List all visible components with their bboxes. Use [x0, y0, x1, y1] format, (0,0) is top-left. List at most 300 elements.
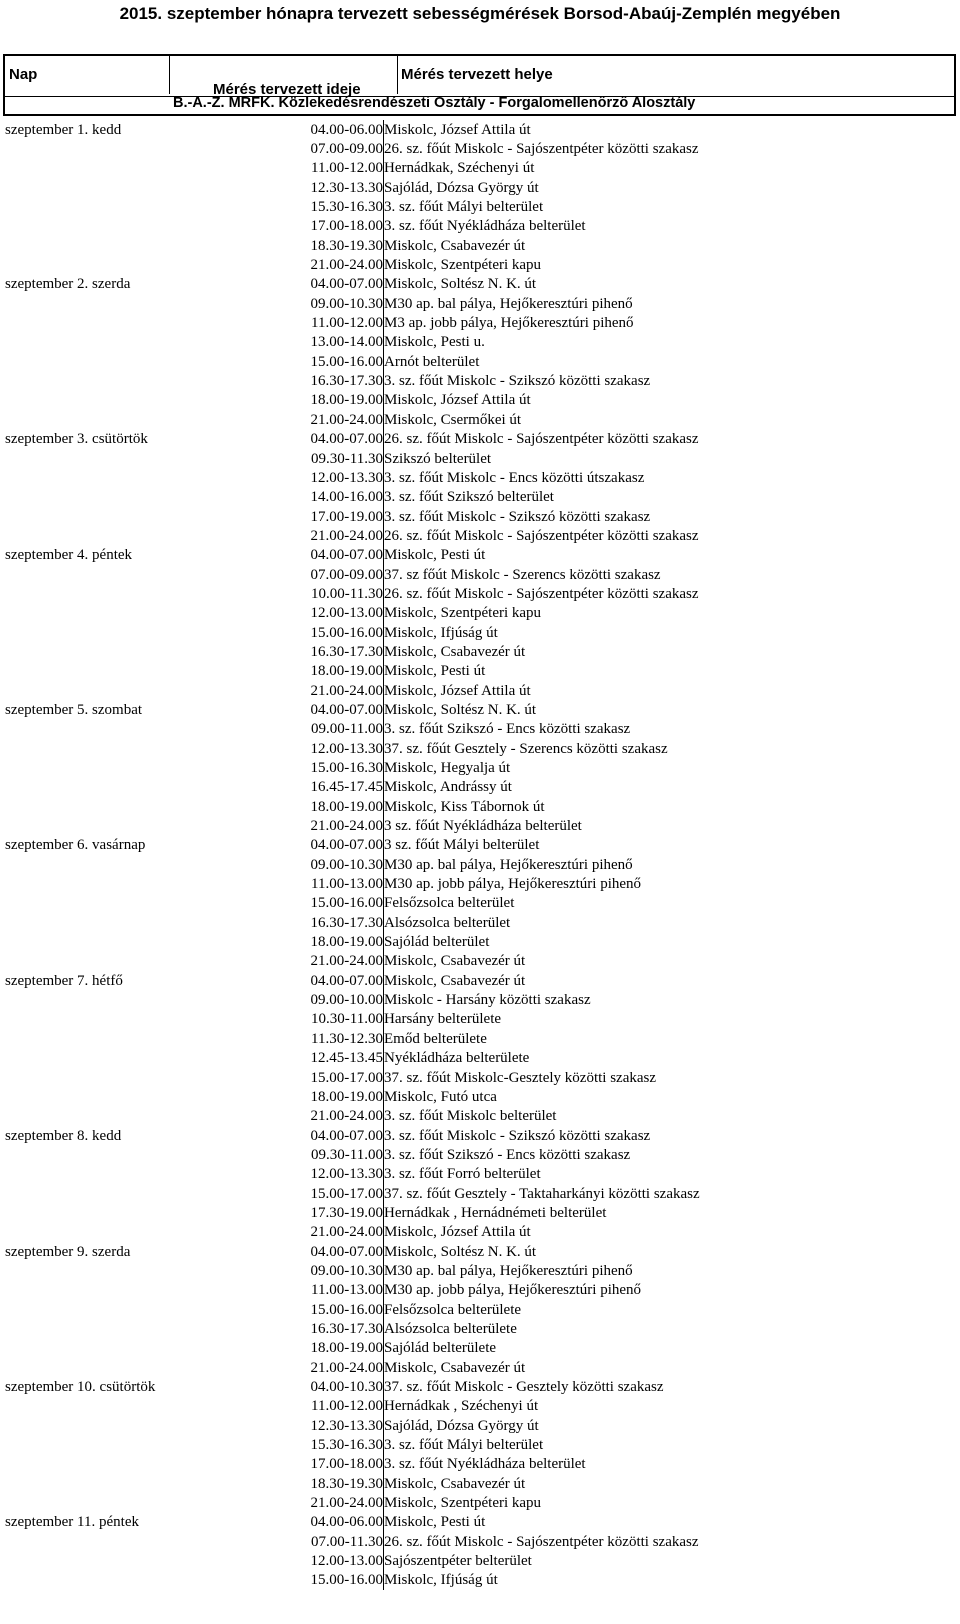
time-cell: 18.00-19.00 — [310, 934, 383, 951]
place-cell: Miskolc, Csabavezér út — [384, 952, 937, 971]
table-row — [5, 1455, 936, 1474]
place-cell: Miskolc, Pesti u. — [384, 333, 937, 352]
time-cell: 21.00-24.00 — [310, 257, 383, 274]
table-row — [5, 662, 936, 681]
time-cell: 12.00-13.30 — [310, 1166, 383, 1183]
place-cell: Miskolc, Szentpéteri kapu — [384, 1493, 937, 1512]
day-cell — [5, 507, 261, 526]
place-cell: 3. sz. főút Miskolc - Encs közötti útszakasz — [384, 468, 937, 487]
header-divider — [397, 56, 398, 94]
place-cell: Miskolc, Andrássy út — [384, 778, 937, 797]
place-cell: Miskolc, Pesti út — [384, 546, 937, 565]
time-cell: 15.00-16.00 — [310, 1301, 383, 1318]
time-cell: 21.00-24.00 — [310, 1359, 383, 1376]
table-row — [5, 1474, 936, 1493]
department-label: B.-A.-Z. MRFK. Közlekedésrendészeti Osztály - Forgalomellenőrző Alosztály — [173, 95, 696, 111]
time-cell: 16.30-17.30 — [310, 914, 383, 931]
time-cell: 09.30-11.00 — [311, 1146, 383, 1163]
day-cell — [5, 371, 261, 390]
place-cell: Miskolc, Pesti út — [384, 662, 937, 681]
day-cell: szeptember 6. vasárnap — [5, 837, 146, 854]
day-cell: szeptember 3. csütörtök — [5, 431, 148, 448]
table-row — [5, 1029, 936, 1048]
day-cell — [5, 1107, 261, 1126]
table-row — [5, 507, 936, 526]
day-cell: szeptember 4. péntek — [5, 547, 133, 564]
day-cell — [5, 565, 261, 584]
place-cell: Miskolc, Csabavezér út — [384, 1358, 937, 1377]
place-cell: Miskolc, Kiss Tábornok út — [384, 797, 937, 816]
place-cell: Miskolc, Futó utca — [384, 1087, 937, 1106]
day-cell — [5, 1068, 261, 1087]
place-cell: Miskolc, József Attila út — [384, 120, 937, 139]
day-cell — [5, 1261, 261, 1280]
table-row — [5, 1397, 936, 1416]
table-row — [5, 546, 936, 565]
table-row — [5, 313, 936, 332]
table-row — [5, 623, 936, 642]
place-cell: Miskolc - Harsány közötti szakasz — [384, 990, 937, 1009]
table-row — [5, 855, 936, 874]
time-cell: 12.00-13.30 — [310, 469, 383, 486]
table-row — [5, 700, 936, 719]
time-cell: 16.30-17.30 — [310, 643, 383, 660]
table-row — [5, 1377, 936, 1396]
day-cell — [5, 1339, 261, 1358]
table-row — [5, 255, 936, 274]
table-row — [5, 1126, 936, 1145]
time-cell: 12.00-13.00 — [310, 605, 383, 622]
time-cell: 17.00-19.00 — [310, 508, 383, 525]
day-cell — [5, 952, 261, 971]
table-row — [5, 604, 936, 623]
table-header — [3, 54, 956, 116]
place-cell: Emőd belterülete — [384, 1029, 937, 1048]
time-cell: 04.00-06.00 — [310, 1514, 383, 1531]
time-cell: 18.30-19.30 — [310, 237, 383, 254]
place-cell: 3. sz. főút Miskolc belterület — [384, 1107, 937, 1126]
place-cell: Miskolc, Soltész N. K. út — [384, 275, 937, 294]
time-cell: 15.00-16.00 — [310, 624, 383, 641]
table-row — [5, 1571, 936, 1590]
day-cell — [5, 391, 261, 410]
place-cell: Nyékládháza belterülete — [384, 1049, 937, 1068]
place-cell: 37. sz. főút Gesztely - Szerencs közötti szakasz — [384, 739, 937, 758]
day-cell — [5, 526, 261, 545]
day-cell — [5, 159, 261, 178]
table-row — [5, 159, 936, 178]
place-cell: Miskolc, Szentpéteri kapu — [384, 255, 937, 274]
place-cell: 37. sz. főút Miskolc - Gesztely közötti szakasz — [384, 1377, 937, 1396]
time-cell: 04.00-07.00 — [310, 1243, 383, 1260]
table-row — [5, 778, 936, 797]
day-cell: szeptember 8. kedd — [5, 1127, 122, 1144]
table-row — [5, 1068, 936, 1087]
time-cell: 15.00-17.00 — [310, 1069, 383, 1086]
time-cell: 15.00-16.00 — [310, 353, 383, 370]
time-cell: 17.00-18.00 — [310, 218, 383, 235]
place-cell: 26. sz. főút Miskolc - Sajószentpéter közötti szakasz — [384, 584, 937, 603]
day-cell — [5, 139, 261, 158]
place-cell: 3. sz. főút Miskolc - Szikszó közötti szakasz — [384, 507, 937, 526]
place-cell: Arnót belterület — [384, 352, 937, 371]
day-cell — [5, 584, 261, 603]
day-cell: szeptember 2. szerda — [5, 276, 131, 293]
place-cell: M30 ap. jobb pálya, Hejőkeresztúri pihenő — [384, 874, 937, 893]
table-row — [5, 391, 936, 410]
time-cell: 09.00-10.30 — [310, 1262, 383, 1279]
time-cell: 13.00-14.00 — [310, 334, 383, 351]
day-cell: szeptember 1. kedd — [5, 121, 122, 138]
time-cell: 21.00-24.00 — [310, 1108, 383, 1125]
table-row — [5, 333, 936, 352]
place-cell: Miskolc, Csabavezér út — [384, 642, 937, 661]
place-cell: Miskolc, Csabavezér út — [384, 971, 937, 990]
day-cell — [5, 1571, 261, 1590]
day-cell — [5, 662, 261, 681]
place-cell: 3. sz. főút Nyékládháza belterület — [384, 1455, 937, 1474]
place-cell: Szikszó belterület — [384, 449, 937, 468]
place-cell: Sajószentpéter belterület — [384, 1551, 937, 1570]
time-cell: 11.30-12.30 — [311, 1030, 383, 1047]
place-cell: Miskolc, Ifjúság út — [384, 623, 937, 642]
day-cell — [5, 1049, 261, 1068]
day-cell — [5, 1416, 261, 1435]
time-cell: 15.00-16.00 — [310, 1572, 383, 1589]
time-cell: 11.00-13.00 — [311, 1282, 383, 1299]
place-cell: 26. sz. főút Miskolc - Sajószentpéter közötti szakasz — [384, 526, 937, 545]
table-row — [5, 430, 936, 449]
table-row — [5, 1435, 936, 1454]
place-cell: Alsózsolca belterület — [384, 913, 937, 932]
table-row — [5, 971, 936, 990]
place-cell: Miskolc, Hegyalja út — [384, 758, 937, 777]
day-cell — [5, 1319, 261, 1338]
col-place-header: Mérés tervezett helye — [401, 66, 553, 83]
table-row — [5, 874, 936, 893]
place-cell: Sajólád belterülete — [384, 1339, 937, 1358]
time-cell: 11.00-12.00 — [311, 160, 383, 177]
place-cell: 26. sz. főút Miskolc - Sajószentpéter közötti szakasz — [384, 1532, 937, 1551]
day-cell — [5, 468, 261, 487]
place-cell: Miskolc, József Attila út — [384, 681, 937, 700]
header-divider — [169, 56, 170, 94]
day-cell — [5, 1184, 261, 1203]
table-row — [5, 371, 936, 390]
table-row — [5, 1242, 936, 1261]
table-row — [5, 275, 936, 294]
place-cell: 3. sz. főút Szikszó belterület — [384, 488, 937, 507]
place-cell: Miskolc, József Attila út — [384, 1223, 937, 1242]
day-cell — [5, 449, 261, 468]
table-row — [5, 1049, 936, 1068]
day-cell — [5, 1397, 261, 1416]
table-row — [5, 236, 936, 255]
day-cell — [5, 313, 261, 332]
place-cell: Harsány belterülete — [384, 1010, 937, 1029]
place-cell: 3. sz. főút Mályi belterület — [384, 1435, 937, 1454]
time-cell: 15.30-16.30 — [310, 199, 383, 216]
table-row — [5, 642, 936, 661]
place-cell: M30 ap. bal pálya, Hejőkeresztúri pihenő — [384, 855, 937, 874]
table-row — [5, 1493, 936, 1512]
day-cell — [5, 1145, 261, 1164]
place-cell: 26. sz. főút Miskolc - Sajószentpéter közötti szakasz — [384, 430, 937, 449]
day-cell — [5, 1165, 261, 1184]
day-cell — [5, 642, 261, 661]
place-cell: M3 ap. jobb pálya, Hejőkeresztúri pihenő — [384, 313, 937, 332]
place-cell: Alsózsolca belterülete — [384, 1319, 937, 1338]
day-cell — [5, 758, 261, 777]
day-cell — [5, 488, 261, 507]
time-cell: 21.00-24.00 — [310, 411, 383, 428]
day-cell — [5, 932, 261, 951]
time-cell: 15.00-16.30 — [310, 760, 383, 777]
place-cell: 26. sz. főút Miskolc - Sajószentpéter közötti szakasz — [384, 139, 937, 158]
day-cell: szeptember 11. péntek — [5, 1514, 139, 1531]
table-row — [5, 990, 936, 1009]
time-cell: 11.00-12.00 — [311, 315, 383, 332]
place-cell: Miskolc, Pesti út — [384, 1513, 937, 1532]
place-cell: Miskolc, Ifjúság út — [384, 1571, 937, 1590]
place-cell: 3. sz. főút Forró belterület — [384, 1165, 937, 1184]
day-cell — [5, 816, 261, 835]
place-cell: M30 ap. bal pálya, Hejőkeresztúri pihenő — [384, 294, 937, 313]
day-cell — [5, 623, 261, 642]
day-cell — [5, 1029, 261, 1048]
table-row — [5, 449, 936, 468]
time-cell: 09.00-10.30 — [310, 856, 383, 873]
table-row — [5, 488, 936, 507]
table-row — [5, 1223, 936, 1242]
time-cell: 18.00-19.00 — [310, 798, 383, 815]
table-row — [5, 836, 936, 855]
table-row — [5, 410, 936, 429]
time-cell: 11.00-12.00 — [311, 1398, 383, 1415]
time-cell: 21.00-24.00 — [310, 818, 383, 835]
table-row — [5, 178, 936, 197]
time-cell: 10.00-11.30 — [311, 585, 383, 602]
time-cell: 21.00-24.00 — [310, 1224, 383, 1241]
time-cell: 04.00-07.00 — [310, 837, 383, 854]
time-cell: 16.45-17.45 — [310, 779, 383, 796]
time-cell: 04.00-07.00 — [310, 547, 383, 564]
place-cell: 3 sz. főút Nyékládháza belterület — [384, 816, 937, 835]
time-cell: 17.00-18.00 — [310, 1456, 383, 1473]
table-row — [5, 1532, 936, 1551]
time-cell: 04.00-06.00 — [310, 121, 383, 138]
time-cell: 04.00-07.00 — [310, 701, 383, 718]
place-cell: Felsőzsolca belterület — [384, 894, 937, 913]
time-cell: 21.00-24.00 — [310, 953, 383, 970]
place-cell: 37. sz. főút Gesztely - Taktaharkányi közötti szakasz — [384, 1184, 937, 1203]
schedule-table — [5, 120, 936, 1590]
day-cell — [5, 294, 261, 313]
table-row — [5, 120, 936, 139]
day-cell — [5, 1493, 261, 1512]
time-cell: 16.30-17.30 — [310, 1320, 383, 1337]
day-cell — [5, 1358, 261, 1377]
place-cell: 37. sz. főút Miskolc-Gesztely közötti szakasz — [384, 1068, 937, 1087]
place-cell: 3. sz. főút Miskolc - Szikszó közötti szakasz — [384, 1126, 937, 1145]
place-cell: Sajólád belterület — [384, 932, 937, 951]
time-cell: 12.00-13.00 — [310, 1553, 383, 1570]
place-cell: Hernádkak, Széchenyi út — [384, 159, 937, 178]
table-row — [5, 468, 936, 487]
col-time-header: Mérés tervezett ideje — [213, 81, 361, 98]
table-row — [5, 197, 936, 216]
table-row — [5, 1261, 936, 1280]
place-cell: 3. sz. főút Szikszó - Encs közötti szakasz — [384, 720, 937, 739]
time-cell: 12.30-13.30 — [310, 179, 383, 196]
place-cell: M30 ap. jobb pálya, Hejőkeresztúri pihenő — [384, 1281, 937, 1300]
table-row — [5, 1513, 936, 1532]
day-cell — [5, 1087, 261, 1106]
place-cell: 3. sz. főút Szikszó - Encs közötti szakasz — [384, 1145, 937, 1164]
table-row — [5, 739, 936, 758]
day-cell — [5, 410, 261, 429]
time-cell: 16.30-17.30 — [310, 373, 383, 390]
time-cell: 18.30-19.30 — [310, 1475, 383, 1492]
table-row — [5, 584, 936, 603]
time-cell: 12.30-13.30 — [310, 1417, 383, 1434]
table-row — [5, 1300, 936, 1319]
day-cell: szeptember 10. csütörtök — [5, 1379, 156, 1396]
day-cell — [5, 797, 261, 816]
day-cell — [5, 217, 261, 236]
table-row — [5, 816, 936, 835]
table-row — [5, 1319, 936, 1338]
time-cell: 15.30-16.30 — [310, 1437, 383, 1454]
place-cell: Miskolc, József Attila út — [384, 391, 937, 410]
time-cell: 15.00-16.00 — [310, 895, 383, 912]
day-cell: szeptember 9. szerda — [5, 1243, 131, 1260]
day-cell — [5, 913, 261, 932]
place-cell: Sajólád, Dózsa György út — [384, 1416, 937, 1435]
time-cell: 09.00-10.30 — [310, 295, 383, 312]
time-cell: 12.00-13.30 — [310, 740, 383, 757]
time-cell: 14.00-16.00 — [310, 489, 383, 506]
place-cell: Hernádkak , Széchenyi út — [384, 1397, 937, 1416]
table-row — [5, 352, 936, 371]
table-row — [5, 1416, 936, 1435]
time-cell: 07.00-11.30 — [311, 1533, 383, 1550]
time-cell: 11.00-13.00 — [311, 876, 383, 893]
table-row — [5, 526, 936, 545]
day-cell — [5, 604, 261, 623]
day-cell — [5, 236, 261, 255]
time-cell: 09.30-11.30 — [311, 450, 383, 467]
day-cell: szeptember 7. hétfő — [5, 972, 123, 989]
day-cell — [5, 720, 261, 739]
day-cell — [5, 855, 261, 874]
day-cell — [5, 178, 261, 197]
table-row — [5, 797, 936, 816]
place-cell: 3. sz. főút Miskolc - Szikszó közötti szakasz — [384, 371, 937, 390]
place-cell: Sajólád, Dózsa György út — [384, 178, 937, 197]
day-cell — [5, 1300, 261, 1319]
place-cell: 3 sz. főút Mályi belterület — [384, 836, 937, 855]
table-row — [5, 217, 936, 236]
place-cell: Felsőzsolca belterülete — [384, 1300, 937, 1319]
time-cell: 12.45-13.45 — [310, 1050, 383, 1067]
time-cell: 18.00-19.00 — [310, 1340, 383, 1357]
day-cell — [5, 1532, 261, 1551]
place-cell: Miskolc, Csabavezér út — [384, 1474, 937, 1493]
table-row — [5, 1358, 936, 1377]
place-cell: Miskolc, Csermőkei út — [384, 410, 937, 429]
place-cell: Miskolc, Soltész N. K. út — [384, 1242, 937, 1261]
table-row — [5, 681, 936, 700]
day-cell — [5, 990, 261, 1009]
time-cell: 10.30-11.00 — [311, 1011, 383, 1028]
table-row — [5, 1281, 936, 1300]
place-cell: Hernádkak , Hernádnémeti belterület — [384, 1203, 937, 1222]
time-cell: 07.00-09.00 — [310, 141, 383, 158]
table-row — [5, 720, 936, 739]
table-row — [5, 1339, 936, 1358]
time-cell: 04.00-10.30 — [310, 1379, 383, 1396]
day-cell — [5, 1435, 261, 1454]
table-row — [5, 758, 936, 777]
time-cell: 04.00-07.00 — [310, 276, 383, 293]
place-cell: M30 ap. bal pálya, Hejőkeresztúri pihenő — [384, 1261, 937, 1280]
table-row — [5, 894, 936, 913]
place-cell: 37. sz főút Miskolc - Szerencs közötti szakasz — [384, 565, 937, 584]
table-row — [5, 1203, 936, 1222]
table-row — [5, 932, 936, 951]
day-cell — [5, 1010, 261, 1029]
table-row — [5, 1551, 936, 1570]
table-row — [5, 1145, 936, 1164]
time-cell: 18.00-19.00 — [310, 1088, 383, 1105]
table-row — [5, 913, 936, 932]
day-cell — [5, 1203, 261, 1222]
table-row — [5, 565, 936, 584]
table-row — [5, 1107, 936, 1126]
time-cell: 09.00-10.00 — [310, 992, 383, 1009]
table-row — [5, 1165, 936, 1184]
time-cell: 21.00-24.00 — [310, 682, 383, 699]
place-cell: Miskolc, Soltész N. K. út — [384, 700, 937, 719]
time-cell: 04.00-07.00 — [310, 1127, 383, 1144]
day-cell — [5, 681, 261, 700]
day-cell — [5, 1551, 261, 1570]
place-cell: Miskolc, Szentpéteri kapu — [384, 604, 937, 623]
place-cell: 3. sz. főút Mályi belterület — [384, 197, 937, 216]
day-cell — [5, 874, 261, 893]
day-cell: szeptember 5. szombat — [5, 701, 143, 718]
table-row — [5, 294, 936, 313]
place-cell: Miskolc, Csabavezér út — [384, 236, 937, 255]
time-cell: 18.00-19.00 — [310, 663, 383, 680]
time-cell: 04.00-07.00 — [310, 431, 383, 448]
day-cell — [5, 1455, 261, 1474]
day-cell — [5, 197, 261, 216]
time-cell: 18.00-19.00 — [310, 392, 383, 409]
time-cell: 07.00-09.00 — [310, 566, 383, 583]
day-cell — [5, 1223, 261, 1242]
day-cell — [5, 352, 261, 371]
day-cell — [5, 255, 261, 274]
time-cell: 21.00-24.00 — [310, 1495, 383, 1512]
day-cell — [5, 333, 261, 352]
time-cell: 09.00-11.00 — [311, 721, 383, 738]
day-cell — [5, 1281, 261, 1300]
time-cell: 17.30-19.00 — [310, 1204, 383, 1221]
day-cell — [5, 778, 261, 797]
table-row — [5, 952, 936, 971]
